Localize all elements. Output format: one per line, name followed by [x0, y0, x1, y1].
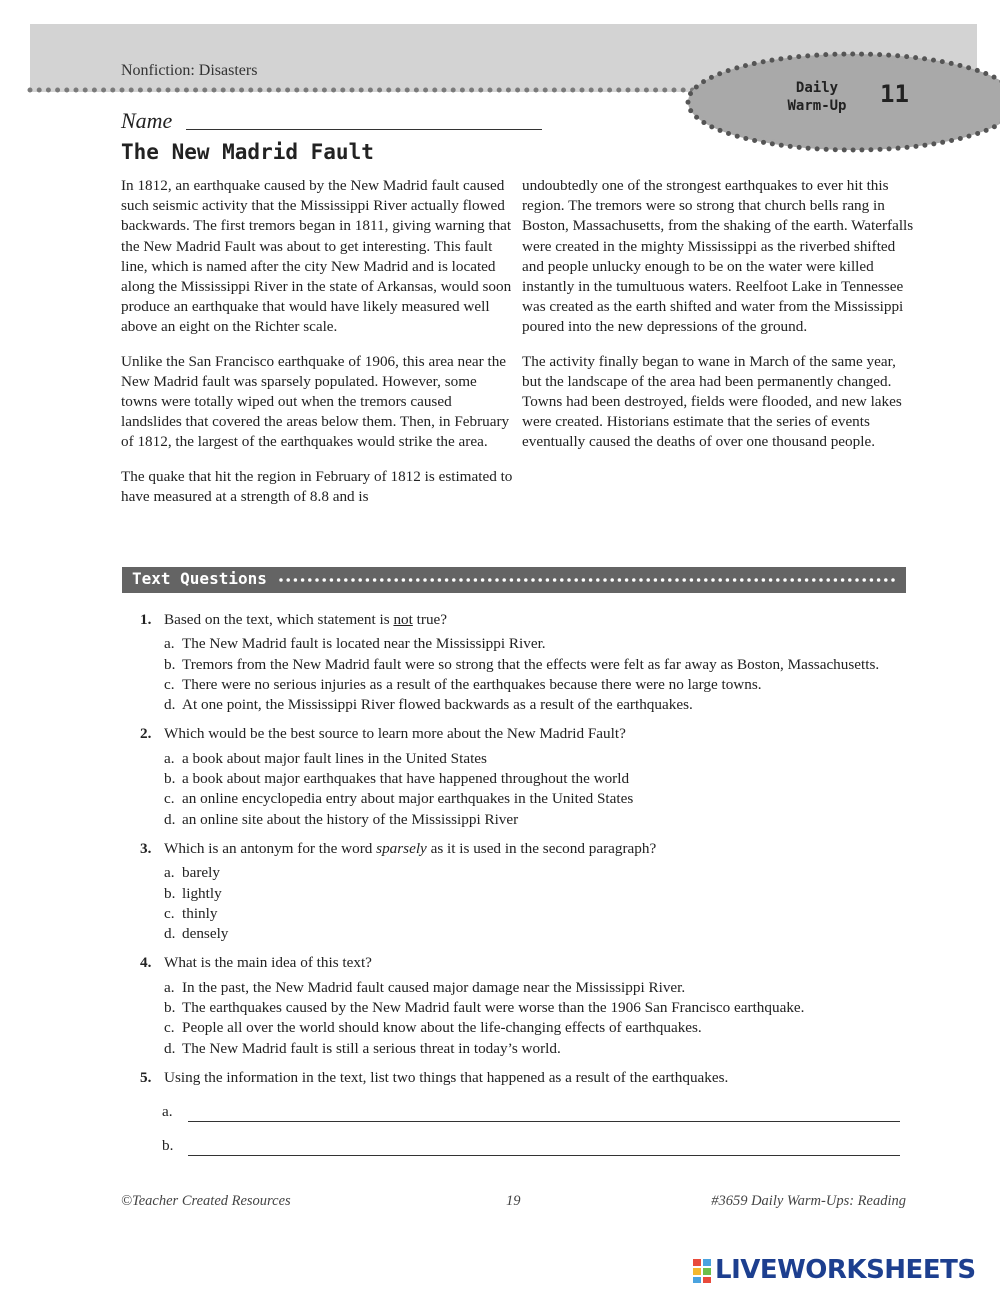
- question-1: [140, 610, 910, 715]
- question-stem: Based on the text, which statement is not true?: [164, 611, 448, 628]
- questions-list: [140, 610, 910, 1165]
- logo-text: LIVEWORKSHEETS: [715, 1255, 976, 1285]
- question-number: 3.: [140, 839, 152, 857]
- answer-option[interactable]: c. an online encyclopedia entry about major earthquakes in the United States: [164, 790, 634, 808]
- passage-paragraph: In 1812, an earthquake caused by the New Madrid fault caused such seismic activity that the Mississippi River actually flowed backwards. The first tremors began in 1811, giving warning that the New Madrid Fault was about to get interesting. This fault line, which is named after the city New Madrid and is located along the Mississippi River in the state of Arkansas, would soon produce an earthquake that would have likely measured well above an eight on the Richter scale.: [121, 177, 512, 336]
- answer-row: [140, 1132, 910, 1156]
- answer-option[interactable]: a. In the past, the New Madrid fault caused major damage near the Mississippi River.: [164, 978, 686, 996]
- question-number: 5.: [140, 1068, 152, 1086]
- answer-option[interactable]: b. Tremors from the New Madrid fault were so strong that the effects were felt as far away as Boston, Massachusetts.: [164, 655, 880, 673]
- answer-row: [140, 1098, 910, 1122]
- answer-option[interactable]: b. a book about major earthquakes that have happened throughout the world: [164, 770, 630, 788]
- passage-paragraph: Unlike the San Francisco earthquake of 1906, this area near the New Madrid fault was sparsely populated. However, some towns were totally wiped out when the tremors caused landslides that covered the areas below them. Then, in February of 1812, the largest of the earthquakes would strike the area.: [121, 352, 510, 451]
- answer-option[interactable]: a. barely: [164, 864, 220, 882]
- answer-option[interactable]: d. The New Madrid fault is still a serious threat in today’s world.: [164, 1039, 561, 1057]
- question-number: 1.: [140, 611, 152, 628]
- questions-header: Text Questions: [132, 569, 267, 588]
- question-2: [140, 724, 910, 829]
- badge-line-2: Warm-Up: [787, 98, 847, 114]
- section-label: Nonfiction: Disasters: [121, 62, 258, 79]
- badge-number: 11: [880, 80, 909, 108]
- answer-input-b[interactable]: [188, 1137, 900, 1156]
- question-stem: Which is an antonym for the word sparsely as it is used in the second paragraph?: [164, 839, 657, 857]
- answer-option[interactable]: c. thinly: [164, 904, 218, 922]
- passage-paragraph: The activity finally began to wane in March of the same year, but the landscape of the area had been permanently changed. Towns had been destroyed, fields were flooded, and new lakes were created. Historians estimate that the series of events eventually caused the deaths of over one thousand people.: [522, 352, 902, 451]
- page-title: The New Madrid Fault: [121, 140, 374, 164]
- question-stem: What is the main idea of this text?: [164, 954, 372, 972]
- answer-option[interactable]: d. densely: [164, 925, 229, 943]
- stem-emphasis: sparsely: [376, 839, 427, 857]
- stem-emphasis: not: [393, 611, 413, 628]
- logo-squares-icon: [693, 1259, 711, 1283]
- passage-right-column: [522, 176, 914, 467]
- name-field[interactable]: [186, 129, 542, 130]
- footer-publisher: ©Teacher Created Resources: [121, 1193, 291, 1209]
- answer-option[interactable]: c. There were no serious injuries as a result of the earthquakes because there were no large towns.: [164, 675, 762, 693]
- passage-paragraph: undoubtedly one of the strongest earthquakes to ever hit this region. The tremors were so strong that church bells rang in Boston, Massachusetts, from the shaking of the earth. Waterfalls were created in the mighty Mississippi as the riverbed shifted and people unlucky enough to be on the water were killed instantly in the tumultuous waters. Reelfoot Lake in Tennessee was created as the earth shifted and water from the Mississippi poured into the new depressions of the ground.: [522, 177, 914, 336]
- answer-letter: b.: [162, 1136, 174, 1154]
- badge-line-1: Daily: [795, 80, 839, 96]
- questions-header-dots: [278, 577, 898, 583]
- question-5: [140, 1068, 910, 1156]
- name-label: Name: [121, 108, 173, 133]
- answer-input-a[interactable]: [188, 1103, 900, 1122]
- question-stem: Which would be the best source to learn more about the New Madrid Fault?: [164, 725, 626, 743]
- questions-header-bar: [122, 567, 906, 593]
- answer-option[interactable]: a. The New Madrid fault is located near the Mississippi River.: [164, 635, 546, 653]
- answer-letter: a.: [162, 1102, 173, 1120]
- header-dotted-rule: [26, 86, 716, 94]
- liveworksheets-logo[interactable]: [693, 1255, 993, 1285]
- badge-label: [772, 79, 862, 115]
- passage-left-column: [121, 176, 513, 521]
- answer-option[interactable]: c. People all over the world should know about the life-changing effects of earthquakes.: [164, 1019, 702, 1037]
- answer-option[interactable]: a. a book about major fault lines in the United States: [164, 749, 487, 767]
- passage-paragraph: The quake that hit the region in February of 1812 is estimated to have measured at a strength of 8.8 and is: [121, 467, 513, 505]
- answer-option[interactable]: d. At one point, the Mississippi River flowed backwards as a result of the earthquakes.: [164, 696, 693, 714]
- answer-option[interactable]: d. an online site about the history of the Mississippi River: [164, 810, 519, 828]
- answer-option[interactable]: b. The earthquakes caused by the New Madrid fault were worse than the 1906 San Francisco earthquake.: [164, 999, 805, 1017]
- question-4: [140, 953, 910, 1058]
- question-number: 4.: [140, 954, 152, 972]
- question-3: [140, 839, 910, 944]
- footer-page-number: 19: [506, 1193, 521, 1209]
- question-stem: Using the information in the text, list two things that happened as a result of the earthquakes.: [164, 1068, 729, 1086]
- answer-option[interactable]: b. lightly: [164, 884, 222, 902]
- footer-book-title: #3659 Daily Warm-Ups: Reading: [711, 1193, 906, 1209]
- question-number: 2.: [140, 725, 152, 743]
